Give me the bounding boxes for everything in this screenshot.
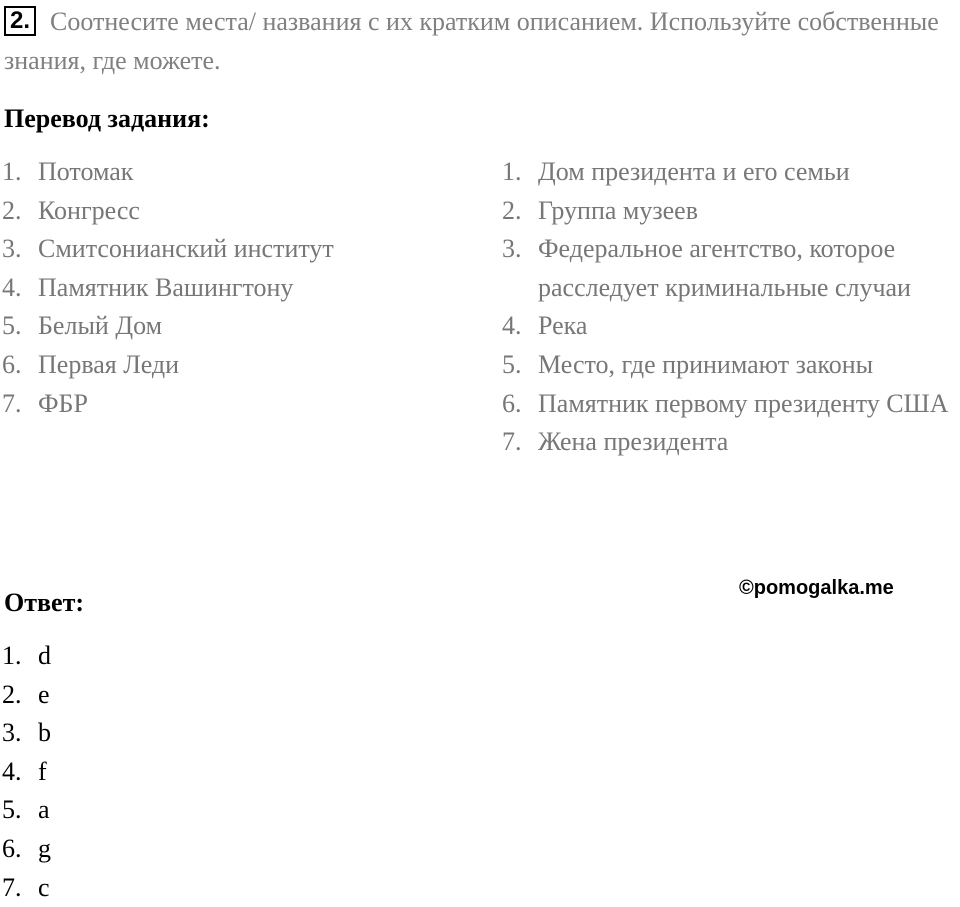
list-item — [2, 269, 472, 308]
answer-letter: e — [38, 679, 50, 709]
list-item — [2, 714, 202, 753]
item-text: Дом президента и его семьи — [538, 157, 850, 186]
list-item — [2, 153, 472, 192]
item-number: 2. — [2, 679, 22, 709]
item-text: Потомак — [38, 157, 134, 186]
item-text: Место, где принимают законы — [538, 349, 874, 379]
answer-title: Ответ: — [4, 588, 85, 617]
item-text: Жена президента — [538, 427, 729, 457]
item-number: 1. — [2, 641, 22, 670]
task-instruction: Соотнесите места/ названия с их кратким описанием. Используйте собственные знания, где можете. — [4, 7, 939, 75]
item-number: 7. — [2, 388, 22, 418]
list-item — [2, 385, 472, 424]
item-number: 4. — [502, 311, 522, 341]
answer-letter: a — [38, 795, 50, 825]
item-number: 5. — [2, 795, 22, 825]
list-item — [502, 346, 958, 385]
item-number: 3. — [2, 234, 22, 264]
list-item — [2, 753, 202, 792]
item-text: Конгресс — [38, 195, 140, 225]
task-number-box: 2. — [4, 6, 36, 36]
item-text: ФБР — [38, 388, 88, 418]
descriptions-list — [502, 153, 958, 462]
list-item — [2, 830, 202, 869]
list-item — [2, 637, 202, 676]
list-item — [2, 346, 472, 385]
item-number: 2. — [2, 195, 22, 225]
answer-letter: d — [38, 641, 51, 670]
item-number: 3. — [502, 234, 522, 264]
item-number: 2. — [502, 195, 522, 225]
list-item — [2, 192, 472, 231]
item-number: 1. — [502, 157, 522, 186]
item-number: 6. — [502, 388, 522, 418]
item-number: 3. — [2, 718, 22, 748]
item-number: 7. — [2, 872, 22, 902]
item-text: Первая Леди — [38, 349, 180, 379]
item-number: 5. — [502, 349, 522, 379]
item-text: Памятник Вашингтону — [38, 272, 294, 302]
list-item — [2, 230, 472, 269]
item-text: Белый Дом — [38, 311, 163, 341]
list-item — [502, 230, 958, 307]
list-item — [2, 307, 472, 346]
item-number: 7. — [502, 427, 522, 457]
answer-letter: c — [38, 872, 50, 902]
item-text: Смитсонианский институт — [38, 234, 334, 264]
answer-letter: g — [38, 833, 51, 863]
places-list — [2, 153, 472, 423]
item-text: Река — [538, 311, 588, 341]
list-item — [502, 423, 958, 462]
list-item — [502, 153, 958, 192]
list-item — [502, 385, 958, 424]
item-number: 4. — [2, 272, 22, 302]
item-number: 6. — [2, 349, 22, 379]
watermark: ©pomogalka.me — [739, 577, 894, 599]
list-item — [502, 307, 958, 346]
item-number: 4. — [2, 756, 22, 786]
answer-letter: f — [38, 756, 47, 786]
answer-letter: b — [38, 718, 51, 748]
item-number: 1. — [2, 157, 22, 186]
item-text: Группа музеев — [538, 195, 698, 225]
item-text: Памятник первому президенту США — [538, 388, 949, 418]
answer-list — [2, 637, 202, 907]
item-number: 6. — [2, 833, 22, 863]
translation-title: Перевод задания: — [4, 104, 210, 133]
task-header — [4, 2, 954, 80]
list-item — [2, 791, 202, 830]
list-item — [2, 869, 202, 907]
item-number: 5. — [2, 311, 22, 341]
item-text: Федеральное агентство, которое расследует криминальные случаи — [538, 234, 911, 302]
list-item — [502, 192, 958, 231]
list-item — [2, 676, 202, 715]
